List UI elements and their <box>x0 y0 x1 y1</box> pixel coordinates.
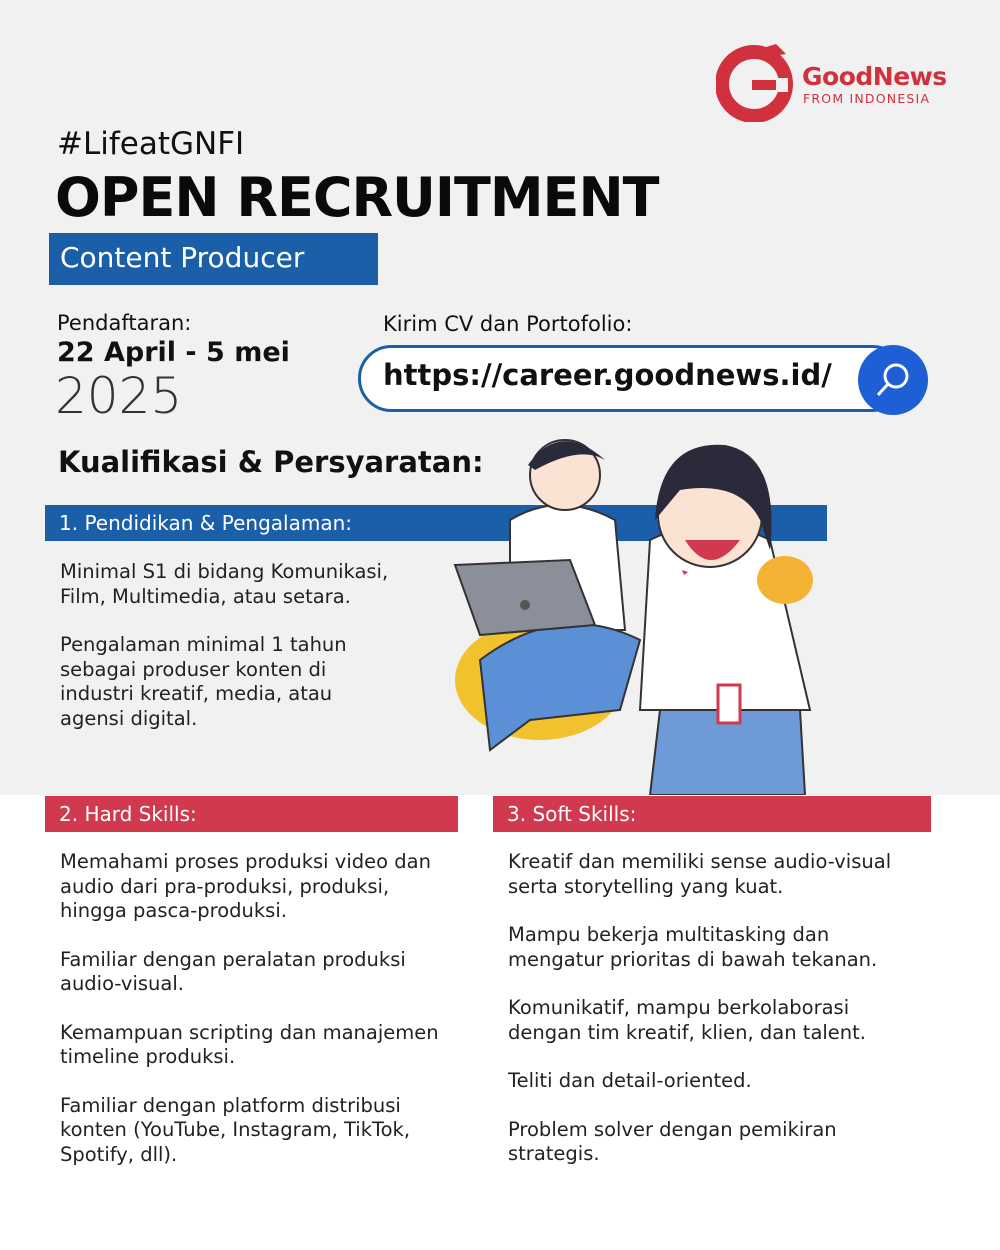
section-1-header: 1. Pendidikan & Pengalaman: <box>45 505 827 541</box>
section-1-list <box>60 560 390 755</box>
list-item: Kemampuan scripting dan manajemen timeline produksi. <box>60 1020 439 1068</box>
logo-tagline: FROM INDONESIA <box>803 91 931 106</box>
registration-dates: 22 April - 5 mei <box>57 337 290 368</box>
search-button[interactable] <box>858 345 928 415</box>
registration-year: 2025 <box>55 367 183 425</box>
list-item: Problem solver dengan pemikiran strategis. <box>508 1117 837 1165</box>
list-item: Memahami proses produksi video dan audio dari pra-produksi, produksi, hingga pasca-produksi. <box>60 850 431 922</box>
section-2-header: 2. Hard Skills: <box>45 796 458 832</box>
list-item: Minimal S1 di bidang Komunikasi, Film, Multimedia, atau setara. <box>60 560 389 608</box>
qualifications-heading: Kualifikasi & Persyaratan: <box>58 445 484 479</box>
logo-name: GoodNews <box>802 62 947 91</box>
section-2-list <box>60 850 450 1191</box>
list-item: Familiar dengan platform distribusi konten (YouTube, Instagram, TikTok, Spotify, dll). <box>60 1093 411 1166</box>
gnfi-logo-icon <box>716 42 796 122</box>
hashtag: #LifeatGNFI <box>57 126 245 162</box>
list-item: Komunikatif, mampu berkolaborasi dengan tim kreatif, klien, dan talent. <box>508 996 867 1044</box>
career-url-link[interactable]: https://career.goodnews.id/ <box>358 345 906 412</box>
list-item: Kreatif dan memiliki sense audio-visual serta storytelling yang kuat. <box>508 850 892 898</box>
registration-label: Pendaftaran: <box>57 311 192 335</box>
page-title: OPEN RECRUITMENT <box>55 166 659 229</box>
illustration-characters <box>440 420 830 795</box>
section-3-list <box>508 850 908 1191</box>
list-item: Familiar dengan peralatan produksi audio-visual. <box>60 947 406 995</box>
list-item: Teliti dan detail-oriented. <box>508 1069 752 1092</box>
list-item: Mampu bekerja multitasking dan mengatur prioritas di bawah tekanan. <box>508 923 878 971</box>
role-badge: Content Producer <box>49 233 378 285</box>
search-icon <box>873 360 913 400</box>
list-item: Pengalaman minimal 1 tahun sebagai produser konten di industri kreatif, media, atau agensi digital. <box>60 633 347 730</box>
submit-label: Kirim CV dan Portofolio: <box>383 312 633 336</box>
section-3-header: 3. Soft Skills: <box>493 796 931 832</box>
